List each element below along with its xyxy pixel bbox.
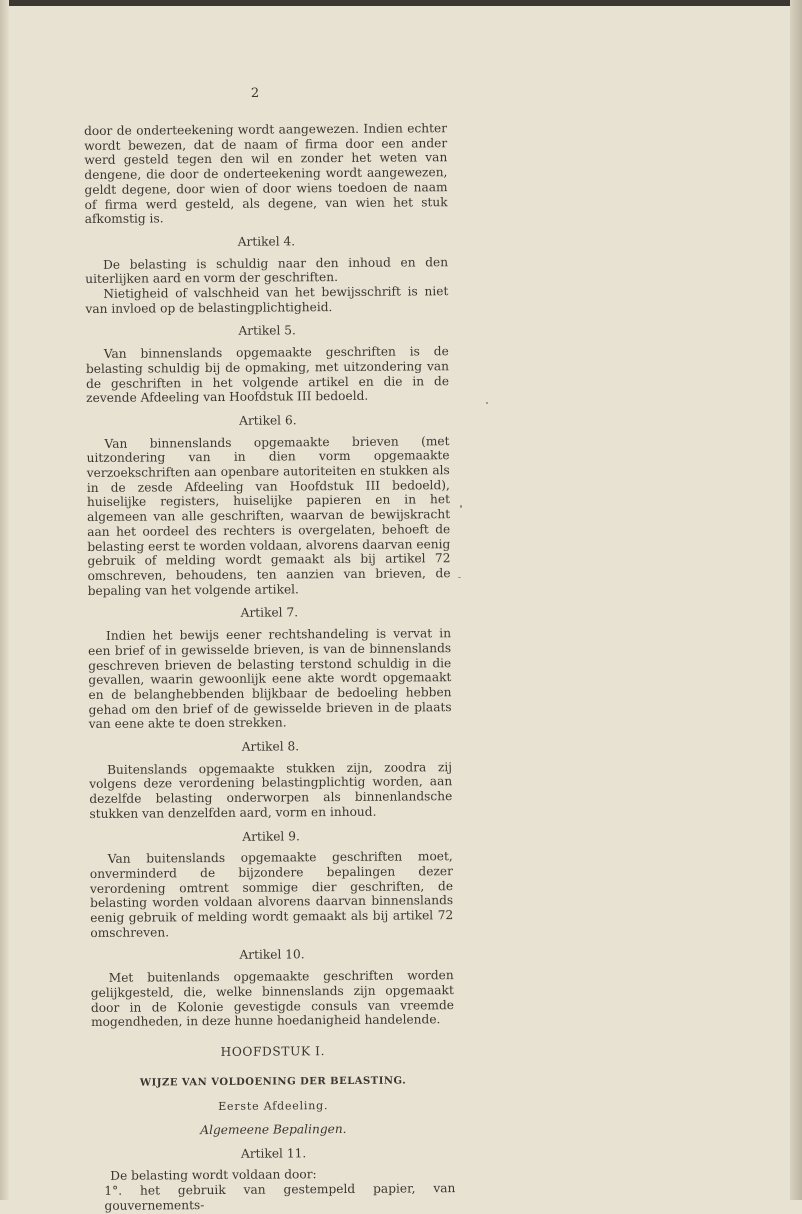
paragraph: door de onderteekening wordt aangewezen. Indien echter wordt bewezen, dat de naam of firma door een ander werd gesteld tegen den wil en zonder het weten van dengene, die door de onderteekening wordt aangewezen, geldt degene, door wien of door wiens toedoen de naam of firma werd gesteld, als degene, van wien het stuk afkomstig is. [84,121,448,227]
paragraph: Buitenslands opgemaakte stukken zijn, zoodra zij volgens deze verordening belastingplichtig worden, aan dezelfde belasting onderworpen als binnenlandsche stukken van denzelfden aard, vorm en inhoud. [89,759,453,821]
paragraph: Nietigheid of valschheid van het bewijsschrift is niet van invloed op de belastingplichtigheid. [85,284,449,316]
article-heading: Artikel 5. [238,323,296,339]
paragraph: De belasting is schuldig naar den inhoud en den uiterlijken aard en vorm der geschriften. [85,254,449,287]
article-heading: Artikel 4. [237,234,296,249]
article-heading: Artikel 10. [239,947,305,963]
chapter-subtitle: WIJZE VAN VOLDOENING DER BELASTING. [139,1075,407,1089]
scan-right-edge [790,0,802,1200]
paper-speck [486,402,488,404]
article-heading: Artikel 11. [240,1146,307,1161]
document-body [84,121,456,1213]
paragraph: De belasting wordt voldaan door: [110,1167,317,1184]
list-item: 1°. het gebruik van gestempeld papier, van gouvernements- [104,1181,456,1213]
paragraph: Met buitenlands opgemaakte geschriften worden gelijkgesteld, die, welke binnenslands zijn opgemaakt door in de Kolonie gevestigde consuls van vreemde mogendheden, in deze hunne hoedanigheid handelende. [90,968,454,1030]
scan-left-edge [0,0,9,1200]
paper-speck [460,505,462,508]
chapter-heading: HOOFDSTUK I. [220,1044,326,1059]
paragraph: Van binnenslands opgemaakte geschriften is de belasting schuldig bij de opmaking, met uitzondering van de geschriften in het volgende artikel en die in de zevende Afdeeling van Hoofdstuk III bedoeld. [85,344,450,406]
section-subtitle: Algemeene Bepalingen. [200,1122,347,1138]
paper-speck [458,577,461,578]
page-number: 2 [250,86,260,101]
scan-top-edge [0,0,802,6]
section-heading: Eerste Afdeeling. [218,1099,329,1114]
article-heading: Artikel 8. [241,739,300,754]
paragraph: Van binnenslands opgemaakte brieven (met uitzondering van in dien vorm opgemaakte verzoekschriften aan openbare autoriteiten en stukken als in de zesde Afdeeling van Hoofdstuk III bedoeld), huiselijke registers, huiselijke papieren en in het algemeen van alle geschriften, waarvan de bewijskracht aan het oordeel des rechters is overgelaten, behoeft de belasting eerst te worden voldaan, alvorens daarvan eenig gebruik of melding wordt gemaakt als bij artikel 72 omschreven, behoudens, ten aanzien van brieven, de bepaling van het volgende artikel. [86,433,451,598]
article-heading: Artikel 9. [242,828,300,844]
paragraph: Van buitenslands opgemaakte geschriften moet, onverminderd de bijzondere bepalingen dezer verordening omtrent sommige dier geschriften, de belasting worden voldaan alvorens daarvan binnenslands eenig gebruik of melding wordt gemaakt als bij artikel 72 omschreven. [89,849,454,940]
article-heading: Artikel 6. [239,413,297,428]
article-heading: Artikel 7. [240,605,299,621]
paragraph: Indien het bewijs eener rechtshandeling is vervat in een brief of in gewisselde brieven, is van de binnenslands geschreven brieven de belasting terstond schuldig in die gevallen, waarin gewoonlijk eene akte wordt opgemaakt en de belanghebbenden blijkbaar de bedoeling hebben gehad om den brief of de gewisselde brieven in de plaats van eene akte te doen strekken. [88,626,452,732]
